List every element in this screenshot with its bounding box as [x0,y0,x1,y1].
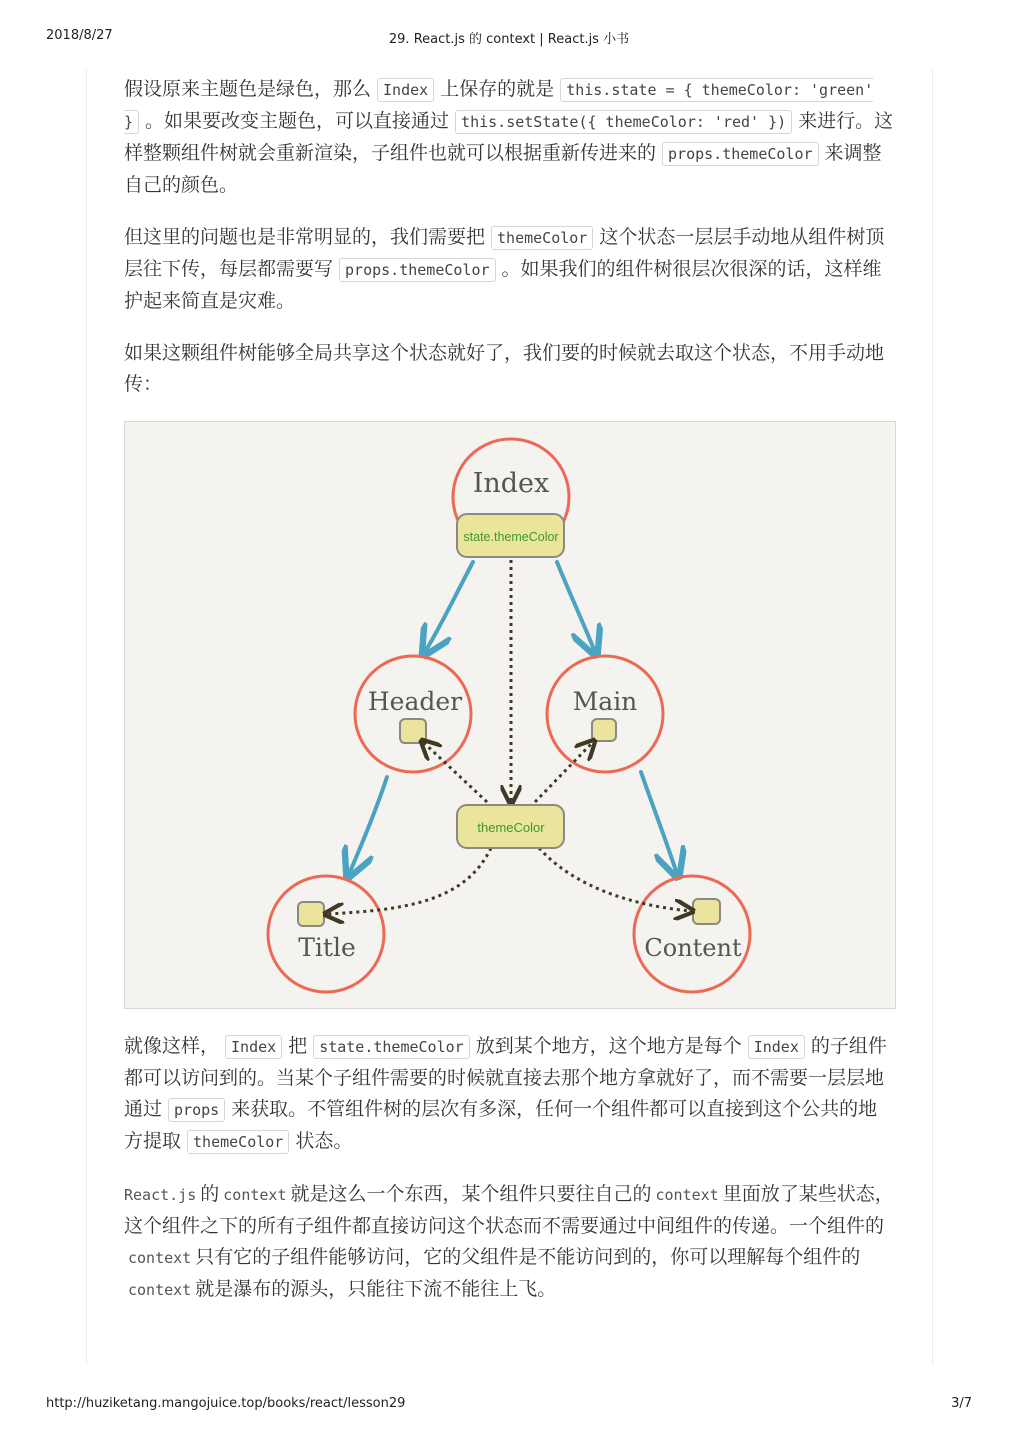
diagram-svg [125,422,895,1008]
inline-code: this.setState({ themeColor: 'red' }) [455,110,792,134]
page-frame-left [86,70,87,1365]
inline-code: context [128,1249,192,1267]
arrow-index-main [557,562,595,652]
page-frame-right [932,70,933,1365]
print-title: 29. React.js 的 context | React.js 小书 [388,32,630,47]
main-context-slot [592,719,616,741]
paragraph-5: React.js 的 context 就是这么一个东西，某个组件只要往自己的 context 里面放了某些状态，这个组件之下的所有子组件都直接访问这个状态而不需要通过中间组件的传递。一个组件的context 只有它的子组件能够访问，它的父组件是不能访问到的，你可以理解每个组件的context 就是瀑布的源头，只能往下流不能往上飞。 [124,1183,894,1300]
inline-code: props.themeColor [339,258,496,282]
title-label: Title [298,933,356,962]
index-label: Index [472,468,550,499]
shared-context-label: themeColor [477,820,545,835]
header-context-slot [400,719,426,743]
inline-code: props.themeColor [662,142,819,166]
arrow-header-title [349,777,387,874]
arrow-main-content [641,772,677,874]
paragraph-3: 如果这颗组件树能够全局共享这个状态就好了，我们要的时候就去取这个状态，不用手动地传： [124,342,885,395]
arrow-index-header [425,562,473,652]
paragraph-4: 就像这样， Index 把 state.themeColor 放到某个地方，这个地方是每个 Index 的子组件都可以访问到的。当某个子组件需要的时候就直接去那个地方拿就好了，而不需要一层层地通过 props 来获取。不管组件树的层次有多深，任何一个组件都可以直接到这个公共的地方提取 themeColor 状态。 [124,1035,887,1152]
content-label: Content [644,934,742,962]
inline-code: Index [377,78,434,102]
inline-code: props [168,1098,225,1122]
title-context-slot [298,902,324,926]
inline-code: context [223,1186,287,1204]
print-url: http://huziketang.mangojuice.top/books/react/lesson29 [46,1396,406,1411]
index-state-label: state.themeColor [463,530,559,544]
inline-code: context [128,1281,192,1299]
inline-code: themeColor [187,1130,289,1154]
paragraph-1: 假设原来主题色是绿色，那么 Index 上保存的就是 this.state = { themeColor: 'green' } 。如果要改变主题色，可以直接通过 this.setState({ themeColor: 'red' }) 来进行。这样整颗组件树就会重新渲染，子组件也就可以根据重新传进来的 props.themeColor 来调整自己的颜色。 [124,78,894,196]
dotted-shared-to-main [535,742,593,802]
content-context-slot [693,899,720,924]
inline-code: Index [225,1035,282,1059]
inline-code: context [655,1186,719,1204]
print-date: 2018/8/27 [46,28,113,43]
header-label: Header [367,687,463,716]
inline-code: state.themeColor [313,1035,470,1059]
inline-code: themeColor [491,226,593,250]
inline-code: React.js [124,1186,197,1204]
article-body [124,74,894,1327]
main-label: Main [572,687,638,716]
inline-code: Index [748,1035,805,1059]
context-diagram [124,421,896,1009]
page-number: 3/7 [951,1396,972,1411]
inline-code: this.state = { themeColor: 'green' } [124,78,873,134]
paragraph-2: 但这里的问题也是非常明显的，我们需要把 themeColor 这个状态一层层手动地从组件树顶层往下传，每层都需要写 props.themeColor 。如果我们的组件树很层次很深的话，这样维护起来简直是灾难。 [124,226,885,312]
dotted-shared-to-header [423,742,487,802]
